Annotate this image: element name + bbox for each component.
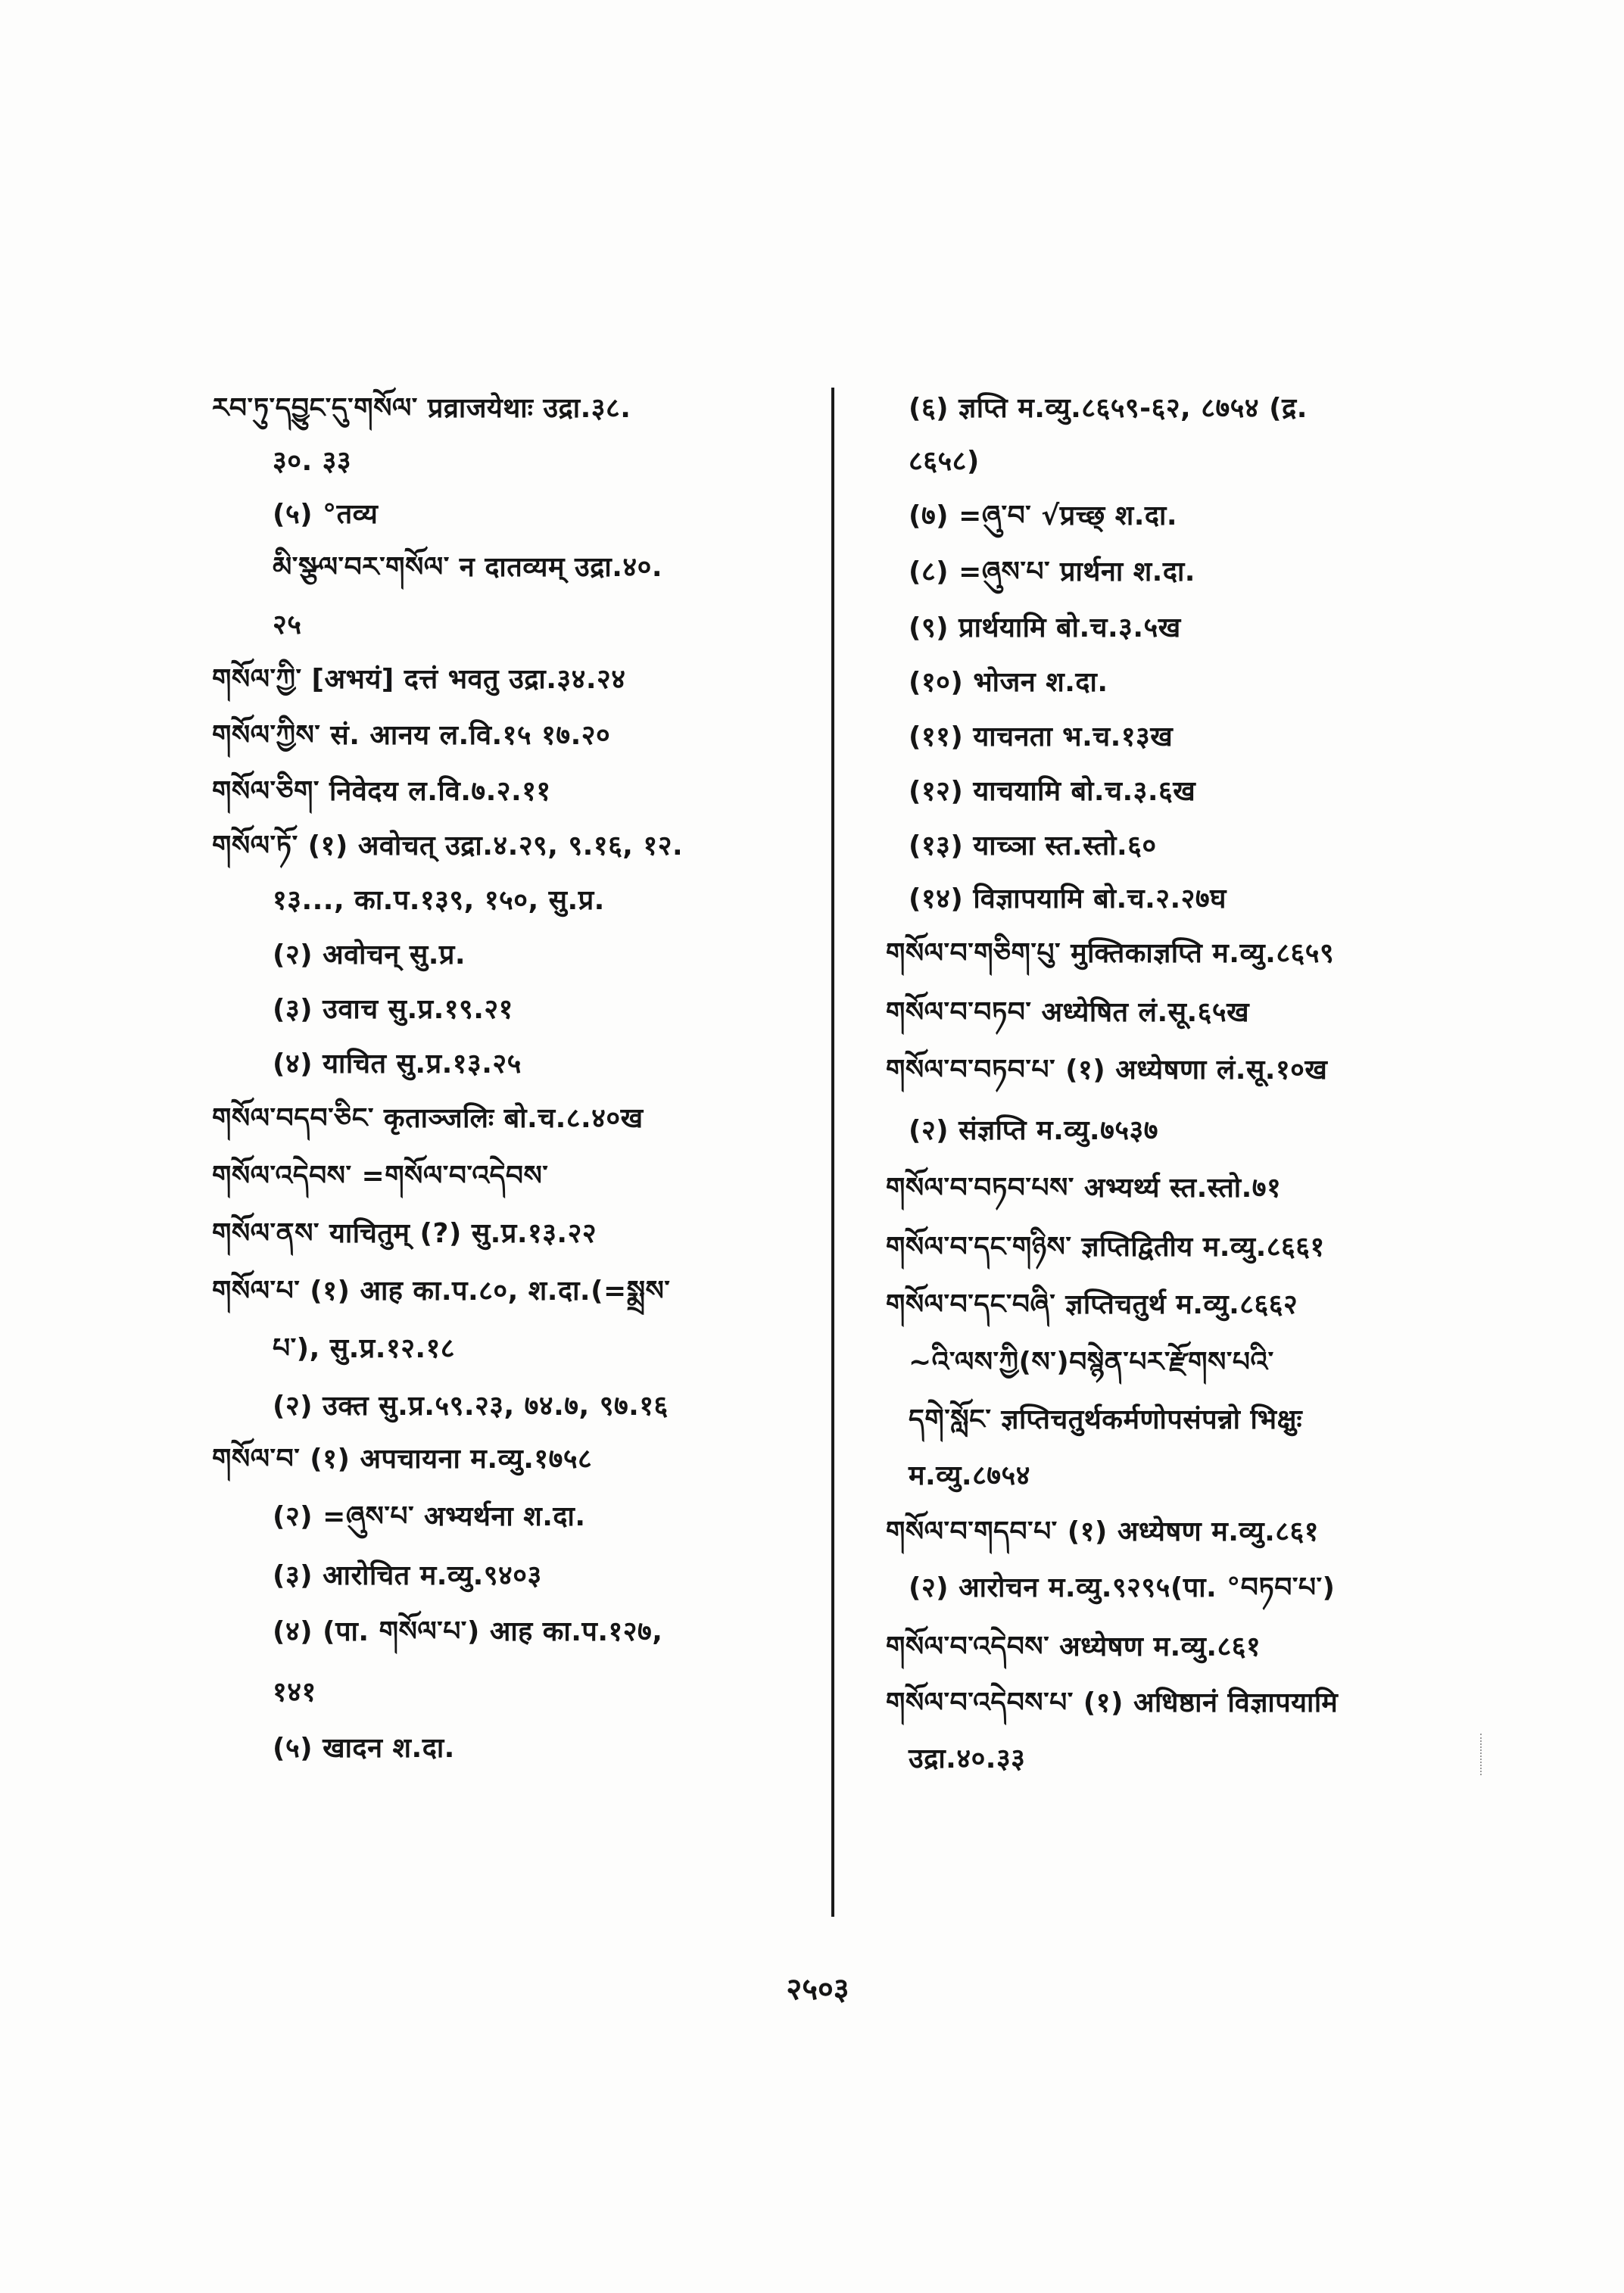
dictionary-entry: གསོལ་བདབ་ཅིང་ कृताञ्जलिः बो.च.८.४०ख (212, 1103, 644, 1134)
entry-sense: (१२) याचयामि बो.च.३.६ख (909, 776, 1196, 807)
entry-sense: (२) अवोचन् सु.प्र. (273, 939, 466, 970)
column-divider (831, 388, 834, 1917)
entry-sense: (१०) भोजन श.दा. (909, 667, 1108, 698)
dictionary-entry: རབ་ཏུ་དབྱུང་དུ་གསོལ་ प्रव्राजयेथाः उद्रा.३८. (212, 393, 631, 424)
dictionary-entry: གསོལ་འདེབས་ =གསོལ་བ་འདེབས་ (212, 1161, 549, 1192)
dictionary-entry: གསོལ་བ་གདབ་པ་ (१) अध्येषण म.व्यु.८६१ (886, 1516, 1319, 1547)
entry-continuation: म.व्यु.८७५४ (909, 1460, 1030, 1491)
entry-sense: དགེ་སློང་ ज्ञप्तिचतुर्थकर्मणोपसंपन्नो भिक्षुः (909, 1404, 1303, 1435)
entry-continuation: १४१ (273, 1677, 316, 1708)
entry-sense: (९) प्रार्थयामि बो.च.३.५ख (909, 612, 1181, 643)
entry-sense: (१३) याच्ञा स्त.स्तो.६० (909, 830, 1157, 861)
entry-sense: (४) (पा. གསོལ་པ་) आह का.प.१२७, (273, 1616, 663, 1647)
entry-sense: (३) आरोचित म.व्यु.९४०३ (273, 1560, 542, 1591)
entry-continuation: ८६५८) (909, 446, 980, 477)
entry-continuation: २५ (273, 609, 302, 640)
entry-sense: (११) याचनता भ.च.१३ख (909, 721, 1174, 752)
entry-sense: མི་སྩལ་བར་གསོལ་ न दातव्यम् उद्रा.४०. (273, 552, 662, 583)
dictionary-entry: གསོལ་ནས་ याचितुम् (?) सु.प्र.१३.२२ (212, 1218, 597, 1249)
dictionary-entry: གསོལ་ཀྱི་ [अभयं] दत्तं भवतु उद्रा.३४.२४ (212, 664, 626, 695)
dictionary-entry: གསོལ་བ་བཏབ་པ་ (१) अध्येषणा लं.सू.१०ख (886, 1055, 1328, 1086)
margin-mark (1480, 1734, 1483, 1775)
entry-continuation: १३..., का.प.१३९, १५०, सु.प्र. (273, 885, 605, 916)
entry-continuation: उद्रा.४०.३३ (909, 1743, 1026, 1774)
entry-sense: (५) °तव्य (273, 499, 379, 530)
entry-continuation: ३०. ३३ (273, 446, 352, 477)
dictionary-entry: གསོལ་ཅིག་ निवेदय ल.वि.७.२.११ (212, 776, 551, 807)
entry-sense: (२) =ཞུས་པ་ अभ्यर्थना श.दा. (273, 1501, 586, 1532)
entry-sense: (४) याचित सु.प्र.१३.२५ (273, 1048, 522, 1080)
dictionary-entry: གསོལ་བ་འདེབས་ अध्येषण म.व्यु.८६१ (886, 1631, 1261, 1662)
entry-sense: (२) संज्ञप्ति म.व्यु.७५३७ (909, 1115, 1158, 1146)
entry-continuation: པ་), सु.प्र.१२.१८ (273, 1333, 456, 1364)
dictionary-entry: གསོལ་ཏོ་ (१) अवोचत् उद्रा.४.२९, ९.१६, १२. (212, 830, 684, 861)
entry-sense: (५) खादन श.दा. (273, 1733, 455, 1764)
entry-sense: ~འི་ལས་ཀྱི(ས་)བསྙེན་པར་རྫོགས་པའི་ (909, 1347, 1274, 1378)
entry-sense: (६) ज्ञप्ति म.व्यु.८६५९-६२, ८७५४ (द्र. (909, 393, 1308, 424)
dictionary-entry: གསོལ་བ་བཏབ་པས་ अभ्यर्थ्य स्त.स्तो.७१ (886, 1173, 1282, 1204)
dictionary-entry: གསོལ་བ་དང་བཞི་ ज्ञप्तिचतुर्थ म.व्यु.८६६२ (886, 1289, 1298, 1320)
entry-sense: (२) आरोचन म.व्यु.९२९५(पा. °བཏབ་པ་) (909, 1572, 1336, 1603)
dictionary-entry: གསོལ་བ་གཅིག་པུ་ मुक्तिकाज्ञप्ति म.व्यु.८६५९ (886, 938, 1335, 969)
entry-sense: (१४) विज्ञापयामि बो.च.२.२७घ (909, 883, 1227, 914)
dictionary-entry: གསོལ་བ་ (१) अपचायना म.व्यु.१७५८ (212, 1444, 593, 1475)
entry-sense: (२) उक्त सु.प्र.५९.२३, ७४.७, ९७.१६ (273, 1391, 669, 1422)
entry-sense: (८) =ཞུས་པ་ प्रार्थना श.दा. (909, 556, 1195, 587)
entry-sense: (३) उवाच सु.प्र.१९.२१ (273, 994, 513, 1025)
dictionary-entry: གསོལ་པ་ (१) आह का.प.८०, श.दा.(=སྨྲས་ (212, 1276, 671, 1307)
entry-sense: (७) =ཞུ་བ་ √प्रच्छ् श.दा. (909, 500, 1178, 531)
dictionary-entry: གསོལ་བ་འདེབས་པ་ (१) अधिष्ठानं विज्ञापयामि (886, 1687, 1339, 1718)
dictionary-entry: གསོལ་བ་དང་གཉིས་ ज्ञप्तिद्वितीय म.व्यु.८६६१ (886, 1232, 1325, 1263)
dictionary-entry: གསོལ་བ་བཏབ་ अध्येषित लं.सू.६५ख (886, 997, 1250, 1028)
page-number: २५०३ (786, 1972, 849, 2007)
dictionary-entry: གསོལ་ཀྱིས་ सं. आनय ल.वि.१५ १७.२० (212, 720, 611, 751)
